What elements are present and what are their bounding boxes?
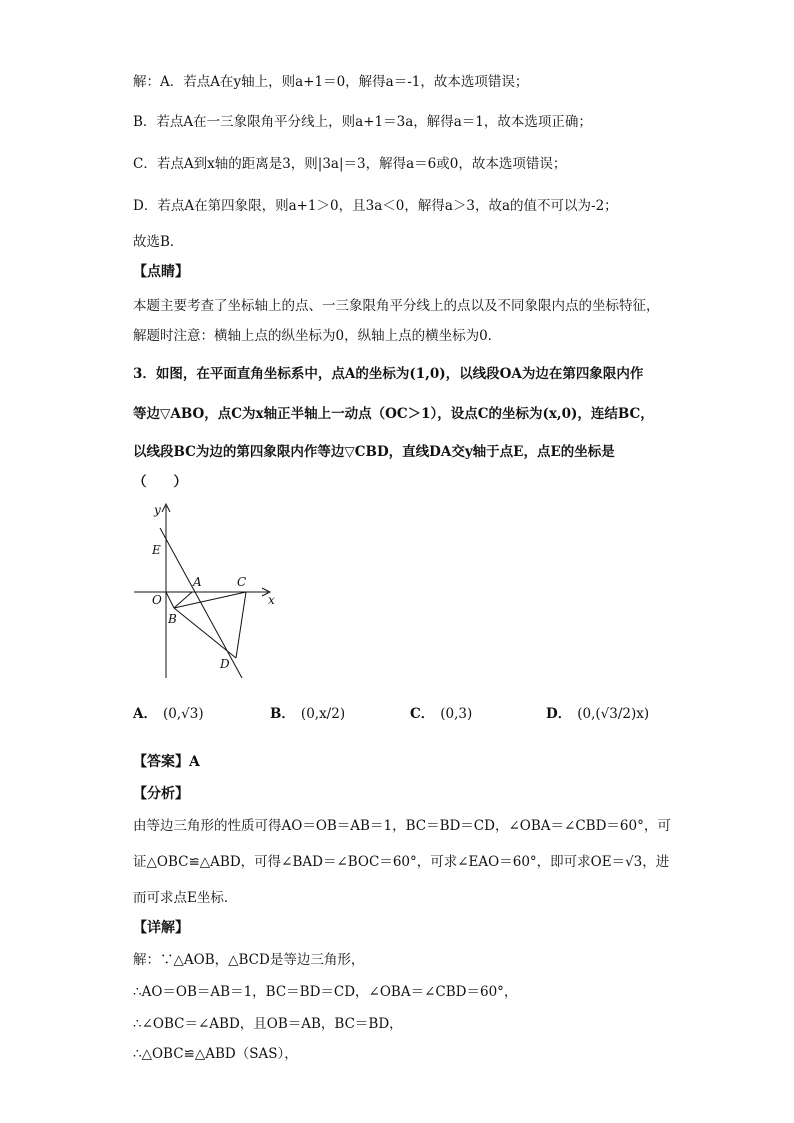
- line-solution-c: C．若点A到x轴的距离是3，则|3a|＝3，解得a＝6或0，故本选项错误；: [133, 156, 567, 172]
- option-d-label: D．: [546, 706, 572, 722]
- question-line-3: 以线段BC为边的第四象限内作等边▽CBD，直线DA交y轴于点E，点E的坐标是: [133, 444, 615, 460]
- geometry-figure: [130, 498, 290, 683]
- segment-BC: [174, 592, 246, 608]
- detail-line-2: ∴AO＝OB＝AB＝1，BC＝BD＝CD，∠OBA＝∠CBD＝60°，: [133, 984, 518, 1000]
- answer-line: 【答案】A: [133, 754, 200, 770]
- question-line-2: 等边▽ABO，点C为x轴正半轴上一动点（OC＞1），设点C的坐标为(x,0)，连结BC，: [133, 406, 654, 422]
- question-line-4: （ ）: [133, 474, 187, 490]
- line-choose: 故选B．: [133, 234, 184, 250]
- detail-line-4: ∴△OBC≌△ABD（SAS），: [133, 1046, 298, 1062]
- analysis-line-2: 证△OBC≌△ABD，可得∠BAD＝∠BOC＝60°，可求∠EAO＝60°，即可求OE＝√3，进: [133, 854, 670, 870]
- detail-line-3: ∴∠OBC＝∠ABD，且OB＝AB，BC＝BD，: [133, 1016, 403, 1032]
- header-dianjing: 【点睛】: [133, 264, 189, 280]
- label-A: A: [193, 575, 202, 589]
- option-c-value: (0,3): [440, 706, 473, 722]
- label-x: x: [268, 593, 275, 607]
- option-a-label: A．: [133, 706, 157, 722]
- line-note-1: 本题主要考查了坐标轴上的点、一三象限角平分线上的点以及不同象限内点的坐标特征，: [133, 298, 660, 314]
- analysis-line-3: 而可求点E坐标．: [133, 890, 238, 906]
- line-note-2: 解题时注意：横轴上点的纵坐标为0，纵轴上点的横坐标为0．: [133, 328, 502, 344]
- line-solution-b: B．若点A在一三象限角平分线上，则a+1＝3a，解得a＝1，故本选项正确；: [133, 114, 592, 130]
- label-C: C: [237, 575, 247, 589]
- header-fenxi: 【分析】: [133, 786, 189, 802]
- label-D: D: [220, 657, 230, 671]
- question-line-1: 3．如图，在平面直角坐标系中，点A的坐标为(1,0)，以线段OA为边在第四象限内作: [133, 366, 644, 382]
- detail-line-1: 解：∵△AOB，△BCD是等边三角形，: [133, 952, 365, 968]
- line-ED: [160, 528, 242, 678]
- analysis-line-1: 由等边三角形的性质可得AO＝OB＝AB＝1，BC＝BD＝CD，∠OBA＝∠CBD＝60°，可: [133, 818, 671, 834]
- option-c: [410, 704, 472, 724]
- label-E: E: [152, 543, 161, 557]
- option-d: [546, 704, 649, 724]
- line-solution-a: 解：A．若点A在y轴上，则a+1＝0，解得a＝-1，故本选项错误；: [133, 74, 529, 90]
- option-b-value: (0,x/2): [300, 706, 346, 722]
- label-y: y: [154, 503, 161, 517]
- option-b-label: B．: [270, 706, 295, 722]
- line-solution-d: D．若点A在第四象限，则a+1＞0，且3a＜0，解得a＞3，故a的值不可以为-2；: [133, 198, 618, 214]
- segment-OB: [166, 592, 174, 608]
- label-B: B: [168, 612, 177, 626]
- segment-BD: [174, 608, 236, 658]
- option-d-value: (0,(√3/2)x): [577, 706, 650, 722]
- header-xiangjie: 【详解】: [133, 920, 189, 936]
- option-a-value: (0,√3): [162, 706, 204, 722]
- option-c-label: C．: [410, 706, 435, 722]
- option-a: [133, 704, 204, 724]
- option-b: [270, 704, 345, 724]
- segment-CD: [236, 592, 246, 658]
- label-O: O: [152, 593, 162, 607]
